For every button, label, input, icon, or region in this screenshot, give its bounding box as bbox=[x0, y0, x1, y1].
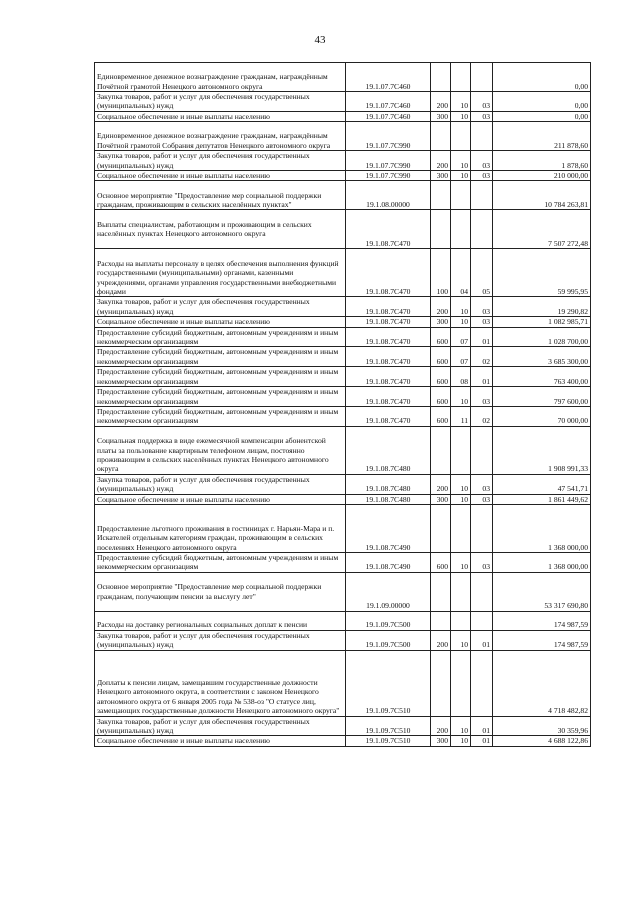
row-expense-type bbox=[431, 504, 451, 552]
row-section: 07 bbox=[451, 327, 471, 347]
table-row bbox=[95, 630, 591, 650]
row-code: 19.1.07.7C460 bbox=[346, 92, 431, 112]
row-subsection: 02 bbox=[471, 406, 493, 426]
table-row bbox=[95, 171, 591, 181]
row-code: 19.1.07.7C460 bbox=[346, 111, 431, 121]
row-amount: 10 784 263,81 bbox=[493, 181, 591, 210]
row-name: Предоставление субсидий бюджетным, автономным учреждениям и иным некоммерческим организациям bbox=[95, 552, 346, 572]
row-section bbox=[451, 210, 471, 249]
row-code: 19.1.07.7C990 bbox=[346, 171, 431, 181]
row-amount: 4 688 122,86 bbox=[493, 736, 591, 746]
row-expense-type bbox=[431, 426, 451, 474]
row-section bbox=[451, 650, 471, 716]
row-code: 19.1.09.00000 bbox=[346, 572, 431, 611]
table-row bbox=[95, 504, 591, 552]
row-amount: 1 082 985,71 bbox=[493, 317, 591, 327]
row-subsection: 01 bbox=[471, 367, 493, 387]
row-name: Единовременное денежное вознаграждение гражданам, награждённым Почётной грамотой Ненецкого автономного округа bbox=[95, 63, 346, 92]
row-subsection: 01 bbox=[471, 716, 493, 736]
row-subsection bbox=[471, 504, 493, 552]
row-subsection: 03 bbox=[471, 552, 493, 572]
row-section: 10 bbox=[451, 494, 471, 504]
row-section: 04 bbox=[451, 249, 471, 297]
row-section: 10 bbox=[451, 171, 471, 181]
row-section bbox=[451, 181, 471, 210]
row-amount: 19 290,82 bbox=[493, 297, 591, 317]
row-section: 10 bbox=[451, 387, 471, 407]
row-subsection: 02 bbox=[471, 347, 493, 367]
row-code: 19.1.08.7C470 bbox=[346, 347, 431, 367]
row-amount: 0,00 bbox=[493, 111, 591, 121]
row-code: 19.1.08.7C470 bbox=[346, 317, 431, 327]
row-expense-type: 200 bbox=[431, 716, 451, 736]
row-code: 19.1.08.00000 bbox=[346, 181, 431, 210]
row-amount: 797 600,00 bbox=[493, 387, 591, 407]
row-amount: 0,00 bbox=[493, 92, 591, 112]
row-code: 19.1.08.7C470 bbox=[346, 327, 431, 347]
table-row bbox=[95, 347, 591, 367]
row-subsection: 03 bbox=[471, 387, 493, 407]
row-name: Социальная поддержка в виде ежемесячной компенсации абонентской платы за пользование квартирным телефоном лицам, постоянно проживающим в сельских населённых пунктах Ненецкого автономного округа bbox=[95, 426, 346, 474]
table-row bbox=[95, 327, 591, 347]
row-amount: 3 685 300,00 bbox=[493, 347, 591, 367]
row-code: 19.1.08.7C470 bbox=[346, 210, 431, 249]
row-section: 10 bbox=[451, 92, 471, 112]
row-section bbox=[451, 611, 471, 630]
row-subsection: 01 bbox=[471, 327, 493, 347]
row-section: 08 bbox=[451, 367, 471, 387]
row-expense-type: 600 bbox=[431, 552, 451, 572]
row-name: Закупка товаров, работ и услуг для обеспечения государственных (муниципальных) нужд bbox=[95, 630, 346, 650]
row-expense-type: 600 bbox=[431, 387, 451, 407]
row-section bbox=[451, 504, 471, 552]
row-expense-type: 600 bbox=[431, 367, 451, 387]
row-subsection: 03 bbox=[471, 151, 493, 171]
table-row bbox=[95, 122, 591, 151]
row-name: Предоставление субсидий бюджетным, автономным учреждениям и иным некоммерческим организациям bbox=[95, 387, 346, 407]
row-code: 19.1.08.7C490 bbox=[346, 552, 431, 572]
table-row bbox=[95, 151, 591, 171]
row-code: 19.1.07.7C990 bbox=[346, 122, 431, 151]
row-amount: 0,00 bbox=[493, 63, 591, 92]
row-amount: 1 028 700,00 bbox=[493, 327, 591, 347]
row-subsection: 03 bbox=[471, 317, 493, 327]
row-amount: 763 400,00 bbox=[493, 367, 591, 387]
row-section: 10 bbox=[451, 151, 471, 171]
row-code: 19.1.09.7C510 bbox=[346, 650, 431, 716]
row-expense-type: 200 bbox=[431, 92, 451, 112]
row-subsection bbox=[471, 650, 493, 716]
row-amount: 7 507 272,48 bbox=[493, 210, 591, 249]
row-expense-type bbox=[431, 210, 451, 249]
row-code: 19.1.07.7C990 bbox=[346, 151, 431, 171]
row-section: 07 bbox=[451, 347, 471, 367]
row-code: 19.1.09.7C500 bbox=[346, 611, 431, 630]
row-amount: 211 878,60 bbox=[493, 122, 591, 151]
row-expense-type: 200 bbox=[431, 630, 451, 650]
table-row bbox=[95, 181, 591, 210]
row-code: 19.1.08.7C470 bbox=[346, 297, 431, 317]
row-name: Основное мероприятие "Предоставление мер социальной поддержки гражданам, получающим пенсии за выслугу лет" bbox=[95, 572, 346, 611]
row-section: 10 bbox=[451, 716, 471, 736]
table-row bbox=[95, 387, 591, 407]
row-name: Закупка товаров, работ и услуг для обеспечения государственных (муниципальных) нужд bbox=[95, 92, 346, 112]
row-subsection: 05 bbox=[471, 249, 493, 297]
row-section: 10 bbox=[451, 736, 471, 746]
row-subsection: 01 bbox=[471, 736, 493, 746]
row-amount: 53 317 690,80 bbox=[493, 572, 591, 611]
row-expense-type: 300 bbox=[431, 736, 451, 746]
table-row bbox=[95, 426, 591, 474]
row-name: Социальное обеспечение и иные выплаты населению bbox=[95, 494, 346, 504]
row-code: 19.1.09.7C510 bbox=[346, 736, 431, 746]
row-name: Закупка товаров, работ и услуг для обеспечения государственных (муниципальных) нужд bbox=[95, 716, 346, 736]
row-section bbox=[451, 122, 471, 151]
row-expense-type: 200 bbox=[431, 297, 451, 317]
row-expense-type: 300 bbox=[431, 494, 451, 504]
row-section: 10 bbox=[451, 297, 471, 317]
row-amount: 59 995,95 bbox=[493, 249, 591, 297]
row-name: Предоставление субсидий бюджетным, автономным учреждениям и иным некоммерческим организациям bbox=[95, 406, 346, 426]
table-row bbox=[95, 494, 591, 504]
row-code: 19.1.07.7C460 bbox=[346, 63, 431, 92]
row-subsection bbox=[471, 63, 493, 92]
row-section: 10 bbox=[451, 630, 471, 650]
row-section: 10 bbox=[451, 317, 471, 327]
row-amount: 47 541,71 bbox=[493, 474, 591, 494]
row-code: 19.1.08.7C470 bbox=[346, 387, 431, 407]
row-name: Единовременное денежное вознаграждение гражданам, награждённым Почётной грамотой Собрания депутатов Ненецкого автономного округа bbox=[95, 122, 346, 151]
row-name: Предоставление льготного проживания в гостиницах г. Нарьян-Мара и п. Искателей отдельным категориям граждан, проживающим в сельских поселениях Ненецкого автономного округа bbox=[95, 504, 346, 552]
row-subsection bbox=[471, 572, 493, 611]
row-subsection: 03 bbox=[471, 297, 493, 317]
table-row bbox=[95, 92, 591, 112]
row-expense-type: 600 bbox=[431, 406, 451, 426]
row-name: Основное мероприятие "Предоставление мер социальной поддержки гражданам, проживающим в сельских населённых пунктах" bbox=[95, 181, 346, 210]
row-name: Социальное обеспечение и иные выплаты населению bbox=[95, 111, 346, 121]
row-section bbox=[451, 63, 471, 92]
row-name: Социальное обеспечение и иные выплаты населению bbox=[95, 317, 346, 327]
table-row bbox=[95, 650, 591, 716]
row-expense-type bbox=[431, 122, 451, 151]
row-section: 11 bbox=[451, 406, 471, 426]
row-amount: 4 718 482,82 bbox=[493, 650, 591, 716]
table-row bbox=[95, 736, 591, 746]
table-row bbox=[95, 474, 591, 494]
row-expense-type bbox=[431, 181, 451, 210]
table-row bbox=[95, 210, 591, 249]
row-code: 19.1.09.7C510 bbox=[346, 716, 431, 736]
row-name: Социальное обеспечение и иные выплаты населению bbox=[95, 171, 346, 181]
row-expense-type: 600 bbox=[431, 347, 451, 367]
row-code: 19.1.08.7C480 bbox=[346, 426, 431, 474]
row-amount: 174 987,59 bbox=[493, 630, 591, 650]
table-row bbox=[95, 111, 591, 121]
row-amount: 210 000,00 bbox=[493, 171, 591, 181]
table-row bbox=[95, 611, 591, 630]
row-amount: 1 368 000,00 bbox=[493, 552, 591, 572]
row-name: Расходы на выплаты персоналу в целях обеспечения выполнения функций государственными (муниципальными) органами, казенными учреждениями, органами управления государственными внебюджетными фондами bbox=[95, 249, 346, 297]
table-row bbox=[95, 63, 591, 92]
row-subsection bbox=[471, 181, 493, 210]
table-row bbox=[95, 367, 591, 387]
row-section: 10 bbox=[451, 111, 471, 121]
row-expense-type: 600 bbox=[431, 327, 451, 347]
table-row bbox=[95, 317, 591, 327]
row-expense-type: 300 bbox=[431, 171, 451, 181]
row-amount: 1 878,60 bbox=[493, 151, 591, 171]
row-expense-type bbox=[431, 650, 451, 716]
row-name: Расходы на доставку региональных социальных доплат к пенсии bbox=[95, 611, 346, 630]
row-name: Доплаты к пенсии лицам, замещавшим государственные должности Ненецкого автономного округа, в соответствии с законом Ненецкого автономного округа от 6 января 2005 года № 538-оз "О статусе лиц, замещающих государственные должности Ненецкого автономного округа" bbox=[95, 650, 346, 716]
row-subsection: 01 bbox=[471, 630, 493, 650]
row-code: 19.1.08.7C480 bbox=[346, 474, 431, 494]
row-expense-type bbox=[431, 63, 451, 92]
budget-table bbox=[94, 62, 591, 747]
row-name: Предоставление субсидий бюджетным, автономным учреждениям и иным некоммерческим организациям bbox=[95, 367, 346, 387]
row-section: 10 bbox=[451, 552, 471, 572]
row-amount: 1 908 991,33 bbox=[493, 426, 591, 474]
row-subsection: 03 bbox=[471, 474, 493, 494]
row-section bbox=[451, 572, 471, 611]
table-row bbox=[95, 552, 591, 572]
row-subsection: 03 bbox=[471, 171, 493, 181]
row-code: 19.1.08.7C480 bbox=[346, 494, 431, 504]
row-subsection bbox=[471, 122, 493, 151]
row-code: 19.1.08.7C470 bbox=[346, 249, 431, 297]
table-row bbox=[95, 572, 591, 611]
row-expense-type bbox=[431, 572, 451, 611]
row-expense-type: 300 bbox=[431, 317, 451, 327]
row-subsection: 03 bbox=[471, 92, 493, 112]
table-row bbox=[95, 297, 591, 317]
row-name: Закупка товаров, работ и услуг для обеспечения государственных (муниципальных) нужд bbox=[95, 151, 346, 171]
row-code: 19.1.08.7C490 bbox=[346, 504, 431, 552]
row-amount: 30 359,96 bbox=[493, 716, 591, 736]
row-subsection: 03 bbox=[471, 494, 493, 504]
row-expense-type: 100 bbox=[431, 249, 451, 297]
row-name: Закупка товаров, работ и услуг для обеспечения государственных (муниципальных) нужд bbox=[95, 297, 346, 317]
row-amount: 174 987,59 bbox=[493, 611, 591, 630]
row-name: Выплаты специалистам, работающим и проживающим в сельских населённых пунктах Ненецкого автономного округа bbox=[95, 210, 346, 249]
row-expense-type bbox=[431, 611, 451, 630]
row-subsection bbox=[471, 210, 493, 249]
row-code: 19.1.09.7C500 bbox=[346, 630, 431, 650]
row-expense-type: 200 bbox=[431, 474, 451, 494]
row-name: Закупка товаров, работ и услуг для обеспечения государственных (муниципальных) нужд bbox=[95, 474, 346, 494]
row-section: 10 bbox=[451, 474, 471, 494]
row-subsection: 03 bbox=[471, 111, 493, 121]
row-name: Социальное обеспечение и иные выплаты населению bbox=[95, 736, 346, 746]
row-name: Предоставление субсидий бюджетным, автономным учреждениям и иным некоммерческим организациям bbox=[95, 347, 346, 367]
row-amount: 1 861 449,62 bbox=[493, 494, 591, 504]
row-expense-type: 200 bbox=[431, 151, 451, 171]
table-row bbox=[95, 406, 591, 426]
row-subsection bbox=[471, 426, 493, 474]
row-subsection bbox=[471, 611, 493, 630]
page-number: 43 bbox=[314, 34, 326, 46]
table-row bbox=[95, 249, 591, 297]
row-amount: 70 000,00 bbox=[493, 406, 591, 426]
row-section bbox=[451, 426, 471, 474]
row-code: 19.1.08.7C470 bbox=[346, 406, 431, 426]
row-code: 19.1.08.7C470 bbox=[346, 367, 431, 387]
row-expense-type: 300 bbox=[431, 111, 451, 121]
row-name: Предоставление субсидий бюджетным, автономным учреждениям и иным некоммерческим организациям bbox=[95, 327, 346, 347]
row-amount: 1 368 000,00 bbox=[493, 504, 591, 552]
table-row bbox=[95, 716, 591, 736]
